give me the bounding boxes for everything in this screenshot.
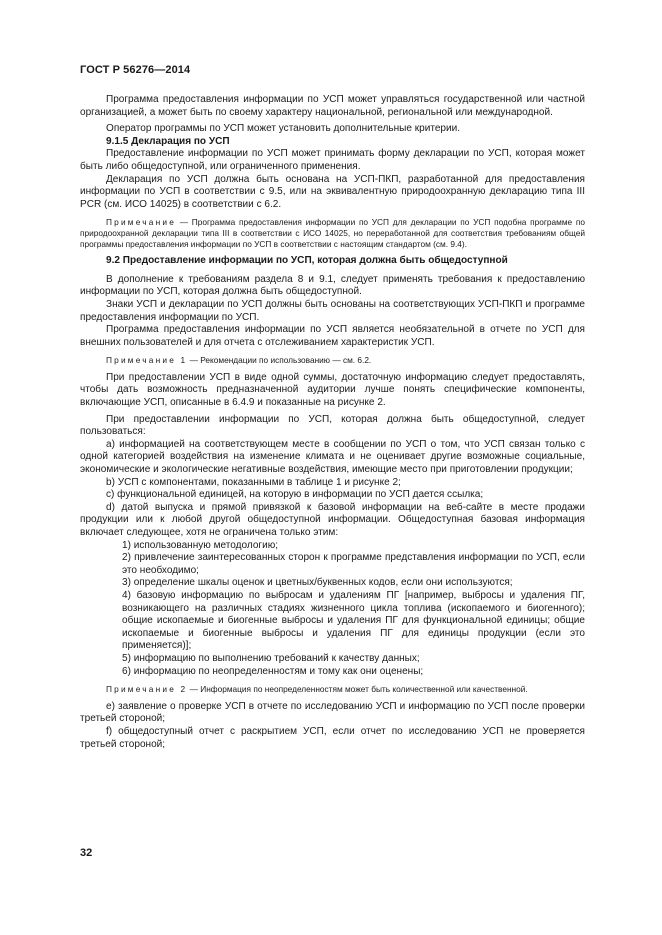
section-heading: 9.2 Предоставление информации по УСП, которая должна быть общедоступной bbox=[106, 255, 508, 267]
list-item: a) информацией на соответствующем месте в сообщении по УСП о том, что УСП связан только с одной категорией воздействия на изменение климата и не оценивает другие возможные социальные, экономические и экологические негативные воздействия, имеющие место при приготовлении продукции; bbox=[80, 438, 585, 476]
paragraph: Программа предоставления информации по УСП может управляться государственной или частной организацией, а может быть по своему характеру национальной, региональной или международной. bbox=[80, 94, 585, 118]
paragraph: Программа предоставления информации по УСП является необязательной в отчете по УСП для внешних пользователей и для отчета с отслеживанием характеристик УСП. bbox=[80, 324, 585, 348]
sub-list-item: 6) информацию по неопределенностям и тому как они оценены; bbox=[122, 665, 424, 677]
document-header: ГОСТ Р 56276—2014 bbox=[80, 64, 191, 76]
sub-list-item: 3) определение шкалы оценок и цветных/буквенных кодов, если они используются; bbox=[122, 577, 513, 589]
section-heading: 9.1.5 Декларация по УСП bbox=[106, 135, 230, 147]
note-label: Примечание bbox=[106, 217, 177, 228]
list-item: e) заявление о проверке УСП в отчете по исследованию УСП и информацию по УСП после проверки третьей стороной; bbox=[80, 700, 585, 725]
note-text: — Рекомендации по использованию — см. 6.2. bbox=[187, 355, 372, 366]
paragraph: При предоставлении информации по УСП, которая должна быть общедоступной, следует пользоваться: bbox=[80, 413, 585, 438]
sub-list-item: 2) привлечение заинтересованных сторон к программе представления информации по УСП, если это необходимо; bbox=[122, 552, 585, 576]
paragraph: Предоставление информации по УСП может принимать форму декларации по УСП, которая может быть либо общедоступной, или ограниченного применения. bbox=[80, 148, 585, 172]
list-item: f) общедоступный отчет с раскрытием УСП, если отчет по исследованию УСП не проверяется третьей стороной; bbox=[80, 725, 585, 750]
list-item: b) УСП с компонентами, показанными в таблице 1 и рисунке 2; bbox=[106, 476, 401, 488]
list-item: d) датой выпуска и прямой привязкой к базовой информации на веб-сайте в месте продажи продукции или к любой другой общедоступной информации. Общедоступная базовая информация включает следующее, хотя не ограничена только этим: bbox=[80, 501, 585, 538]
sub-list-item: 4) базовую информацию по выбросам и удалениям ПГ [например, выбросы и удаления ПГ, возникающего на различных стадиях жизненного цикла топлива (ископаемого и биогенного); общие ископаемые и биогенные выбросы и удаления ПГ для функциональной единицы; общие ископаемые и биогенные выбросы и удаления ПГ для единицы продукции (если это применяется)]; bbox=[122, 589, 585, 652]
note-text: — Информация по неопределенностям может быть количественной или качественной. bbox=[187, 684, 528, 695]
sub-list-item: 1) использованную методологию; bbox=[122, 539, 279, 551]
note bbox=[80, 217, 585, 249]
sub-list-item: 5) информацию по выполнению требований к качеству данных; bbox=[122, 652, 420, 664]
paragraph: Знаки УСП и декларации по УСП должны быть основаны на соответствующих УСП-ПКП и программе предоставления информации по УСП. bbox=[80, 298, 585, 323]
note bbox=[80, 355, 585, 366]
note-label: Примечание 1 bbox=[106, 355, 188, 366]
paragraph: В дополнение к требованиям раздела 8 и 9.1, следует применять требования к предоставлению информации по УСП, которая должна быть общедоступной. bbox=[80, 273, 585, 298]
paragraph: Оператор программы по УСП может установить дополнительные критерии. bbox=[106, 123, 461, 135]
paragraph: При предоставлении УСП в виде одной суммы, достаточную информацию следует предоставлять, чтобы дать возможность предназначенной аудитории лучше понять специфические компоненты, включающие УСП, описанные в 6.4.9 и показанные на рисунке 2. bbox=[80, 371, 585, 409]
page-number: 32 bbox=[80, 847, 93, 859]
page-content bbox=[80, 94, 585, 751]
paragraph: Декларация по УСП должна быть основана на УСП-ПКП, разработанной для предоставления информации по УСП в соответствии с 9.5, или на эквивалентную природоохранную декларацию типа III PCR (см. ИСО 14025) в соответствии с 6.2. bbox=[80, 173, 585, 210]
note-label: Примечание 2 bbox=[106, 684, 188, 695]
note bbox=[80, 684, 585, 695]
note-text: — Программа предоставления информации по УСП для декларации по УСП подобна программе по природоохранной декларации типа III в соответствии с ИСО 14025, но переработанной для соответствия требованиям общей программы предоставления информации по УСП в соответствии с настоящим стандартом (см. 9.4). bbox=[80, 217, 585, 249]
list-item: c) функциональной единицей, на которую в информации по УСП дается ссылка; bbox=[106, 489, 484, 501]
